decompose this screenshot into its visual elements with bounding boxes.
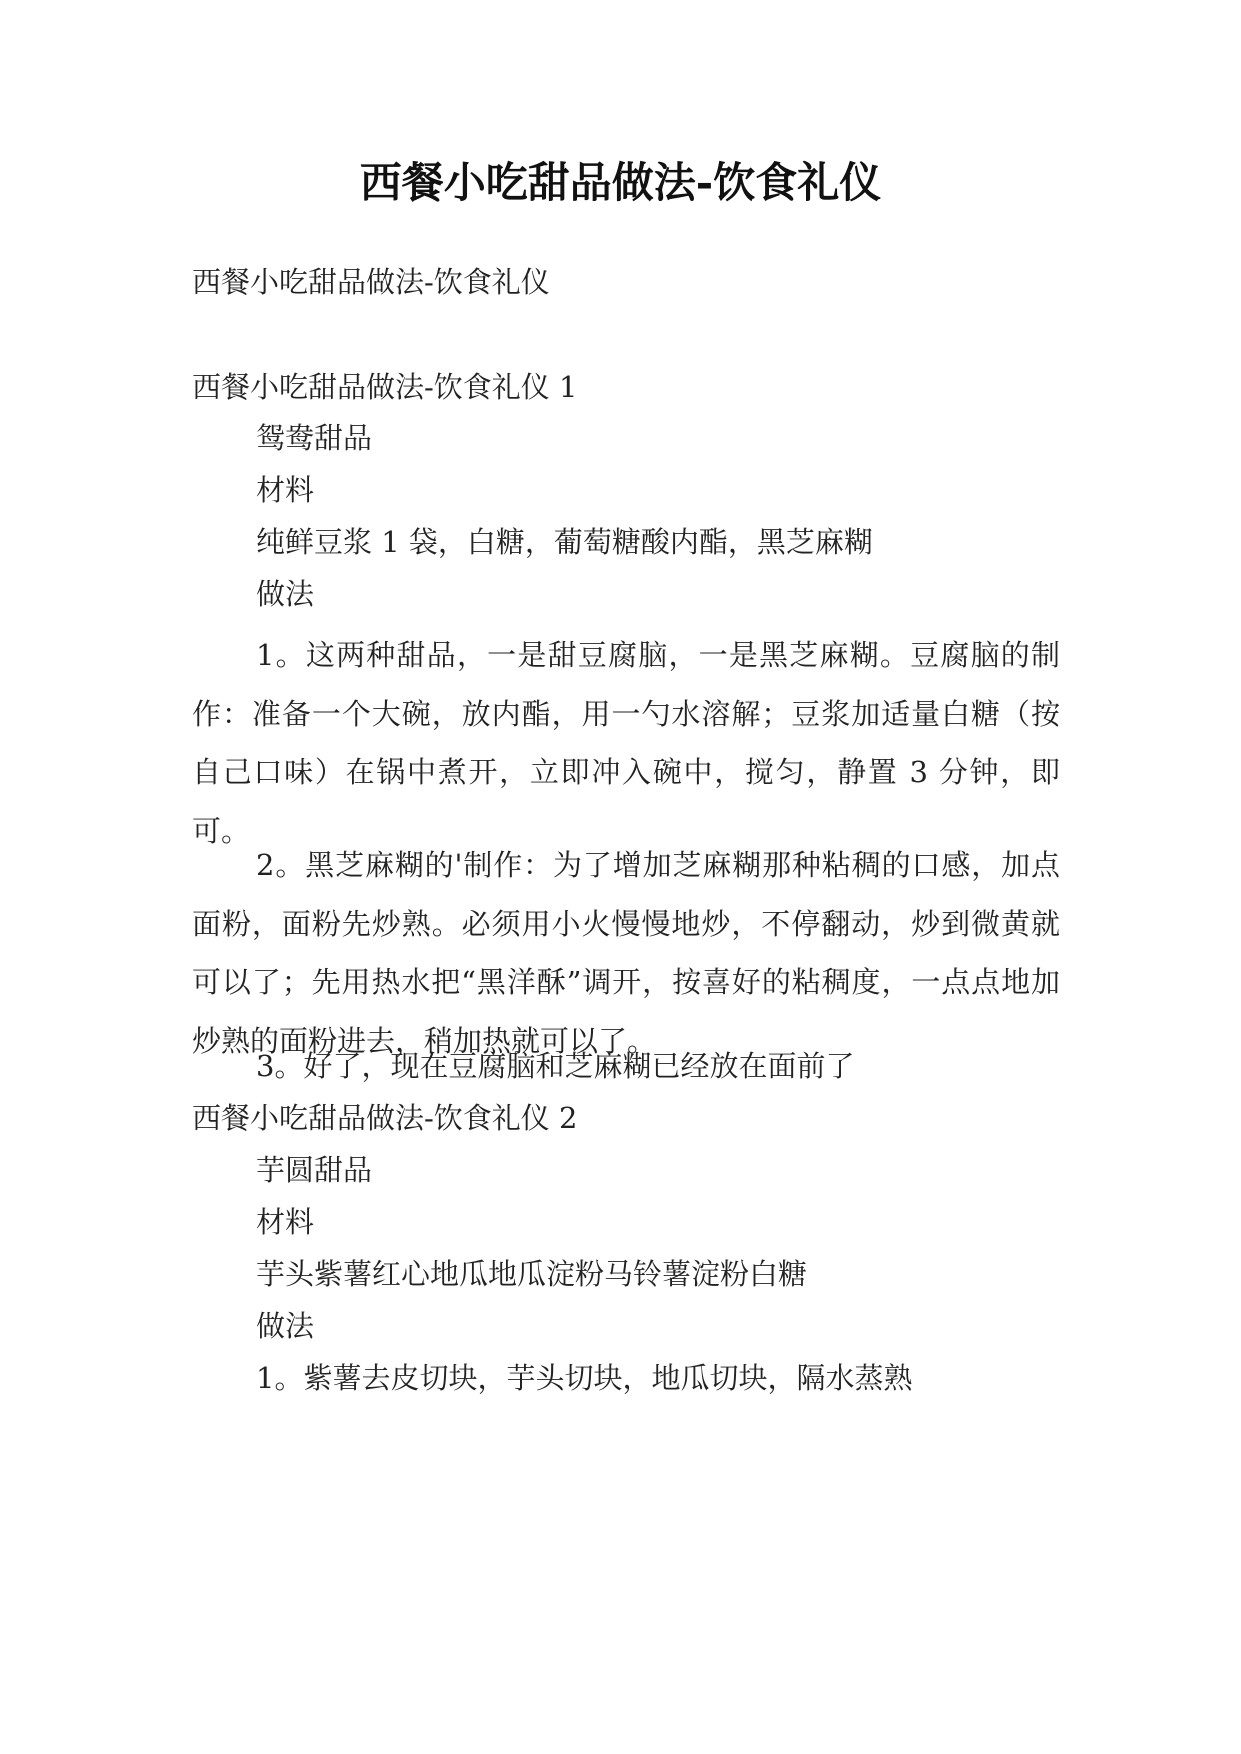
section-1-method-label: 做法 (256, 577, 315, 611)
section-2-heading: 西餐小吃甜品做法-饮食礼仪 2 (192, 1101, 578, 1135)
section-1-step-3: 3。好了，现在豆腐脑和芝麻糊已经放在面前了 (256, 1049, 855, 1083)
document-subtitle: 西餐小吃甜品做法-饮食礼仪 (192, 265, 550, 299)
section-1-dish-name: 鸳鸯甜品 (256, 421, 373, 455)
section-1-heading: 西餐小吃甜品做法-饮食礼仪 1 (192, 370, 578, 404)
document-title: 西餐小吃甜品做法-饮食礼仪 (359, 158, 882, 207)
section-1-step-1: 1。这两种甜品，一是甜豆腐脑，一是黑芝麻糊。豆腐脑的制作：准备一个大碗，放内酯，用一勺水溶解；豆浆加适量白糖（按自己口味）在锅中煮开，立即冲入碗中，搅匀，静置 3 分钟，即可。 (192, 638, 1060, 848)
section-2-method-label: 做法 (256, 1309, 315, 1343)
section-1-materials: 纯鲜豆浆 1 袋，白糖，葡萄糖酸内酯，黑芝麻糊 (256, 525, 873, 559)
section-1-materials-label: 材料 (256, 473, 315, 507)
section-1-step-2: 2。黑芝麻糊的'制作：为了增加芝麻糊那种粘稠的口感，加点面粉，面粉先炒熟。必须用小火慢慢地炒，不停翻动，炒到微黄就可以了；先用热水把“黑洋酥”调开，按喜好的粘稠度，一点点地加炒熟的面粉进去，稍加热就可以了。 (192, 848, 1060, 1058)
section-2-dish-name: 芋圆甜品 (256, 1153, 373, 1187)
section-2-step-1: 1。紫薯去皮切块，芋头切块，地瓜切块，隔水蒸熟 (256, 1361, 913, 1395)
section-2-materials: 芋头紫薯红心地瓜地瓜淀粉马铃薯淀粉白糖 (256, 1257, 808, 1291)
section-2-materials-label: 材料 (256, 1205, 315, 1239)
